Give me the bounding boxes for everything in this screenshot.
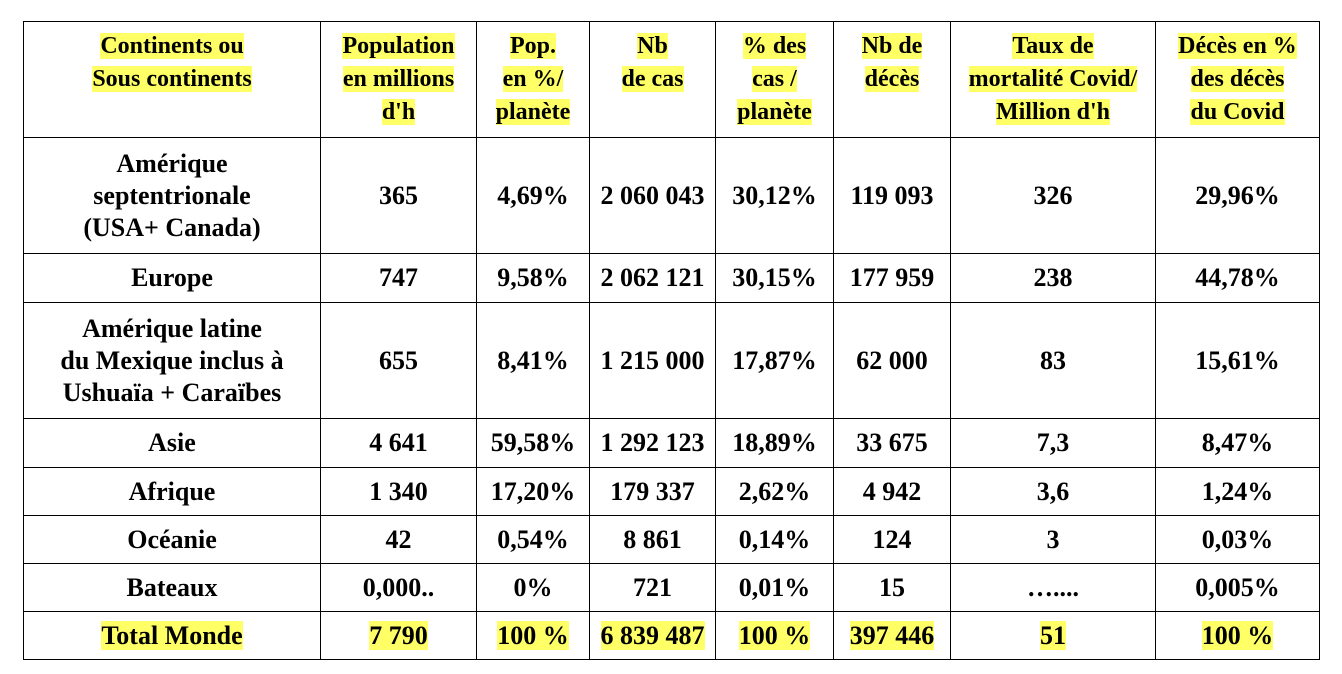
mortality-cell: 83 <box>951 303 1156 419</box>
pop-percent-cell: 9,58% <box>477 254 590 303</box>
table-row <box>24 303 1320 419</box>
header-row <box>24 22 1320 138</box>
cases-percent-cell: 18,89% <box>716 419 834 468</box>
cases-cell: 179 337 <box>590 468 716 516</box>
mortality-cell: 326 <box>951 138 1156 254</box>
pop-percent-cell: 8,41% <box>477 303 590 419</box>
deaths-cell: 33 675 <box>834 419 951 468</box>
population-cell: 365 <box>321 138 477 254</box>
table-row <box>24 138 1320 254</box>
total-mortality-cell: 51 <box>951 612 1156 660</box>
covid-statistics-table <box>23 21 1320 660</box>
population-cell: 655 <box>321 303 477 419</box>
deaths-percent-cell: 15,61% <box>1156 303 1320 419</box>
continent-cell: Amérique septentrionale (USA+ Canada) <box>24 138 321 254</box>
cases-percent-cell: 0,01% <box>716 564 834 612</box>
header-pop-percent: Pop. en %/ planète <box>477 22 590 138</box>
cases-cell: 721 <box>590 564 716 612</box>
pop-percent-cell: 4,69% <box>477 138 590 254</box>
header-continents: Continents ou Sous continents <box>24 22 321 138</box>
header-cases: Nb de cas <box>590 22 716 138</box>
total-cases-cell: 6 839 487 <box>590 612 716 660</box>
population-cell: 0,000.. <box>321 564 477 612</box>
continent-cell: Amérique latine du Mexique inclus à Ushuaïa + Caraïbes <box>24 303 321 419</box>
pop-percent-cell: 0,54% <box>477 516 590 564</box>
continent-cell: Asie <box>24 419 321 468</box>
population-cell: 4 641 <box>321 419 477 468</box>
total-cases-percent-cell: 100 % <box>716 612 834 660</box>
mortality-cell: 3,6 <box>951 468 1156 516</box>
cases-percent-cell: 2,62% <box>716 468 834 516</box>
mortality-cell: ….... <box>951 564 1156 612</box>
header-cases-percent: % des cas / planète <box>716 22 834 138</box>
pop-percent-cell: 0% <box>477 564 590 612</box>
population-cell: 42 <box>321 516 477 564</box>
cases-percent-cell: 0,14% <box>716 516 834 564</box>
total-row <box>24 612 1320 660</box>
deaths-cell: 177 959 <box>834 254 951 303</box>
header-deaths-percent: Décès en % des décès du Covid <box>1156 22 1320 138</box>
table-row <box>24 564 1320 612</box>
total-population-cell: 7 790 <box>321 612 477 660</box>
pop-percent-cell: 17,20% <box>477 468 590 516</box>
cases-percent-cell: 17,87% <box>716 303 834 419</box>
deaths-percent-cell: 44,78% <box>1156 254 1320 303</box>
pop-percent-cell: 59,58% <box>477 419 590 468</box>
table-row <box>24 254 1320 303</box>
cases-cell: 8 861 <box>590 516 716 564</box>
header-deaths: Nb de décès <box>834 22 951 138</box>
continent-cell: Bateaux <box>24 564 321 612</box>
population-cell: 1 340 <box>321 468 477 516</box>
header-mortality-rate: Taux de mortalité Covid/ Million d'h <box>951 22 1156 138</box>
cases-cell: 2 060 043 <box>590 138 716 254</box>
table-row <box>24 419 1320 468</box>
total-deaths-cell: 397 446 <box>834 612 951 660</box>
total-label-cell: Total Monde <box>24 612 321 660</box>
table-row <box>24 468 1320 516</box>
header-population: Population en millions d'h <box>321 22 477 138</box>
deaths-percent-cell: 29,96% <box>1156 138 1320 254</box>
cases-cell: 2 062 121 <box>590 254 716 303</box>
deaths-percent-cell: 0,005% <box>1156 564 1320 612</box>
mortality-cell: 238 <box>951 254 1156 303</box>
total-pop-percent-cell: 100 % <box>477 612 590 660</box>
deaths-cell: 124 <box>834 516 951 564</box>
continent-cell: Afrique <box>24 468 321 516</box>
mortality-cell: 7,3 <box>951 419 1156 468</box>
total-deaths-percent-cell: 100 % <box>1156 612 1320 660</box>
cases-percent-cell: 30,12% <box>716 138 834 254</box>
mortality-cell: 3 <box>951 516 1156 564</box>
deaths-percent-cell: 0,03% <box>1156 516 1320 564</box>
cases-percent-cell: 30,15% <box>716 254 834 303</box>
table-row <box>24 516 1320 564</box>
population-cell: 747 <box>321 254 477 303</box>
cases-cell: 1 292 123 <box>590 419 716 468</box>
deaths-cell: 15 <box>834 564 951 612</box>
cases-cell: 1 215 000 <box>590 303 716 419</box>
continent-cell: Europe <box>24 254 321 303</box>
continent-cell: Océanie <box>24 516 321 564</box>
deaths-cell: 62 000 <box>834 303 951 419</box>
deaths-percent-cell: 8,47% <box>1156 419 1320 468</box>
deaths-percent-cell: 1,24% <box>1156 468 1320 516</box>
deaths-cell: 4 942 <box>834 468 951 516</box>
deaths-cell: 119 093 <box>834 138 951 254</box>
